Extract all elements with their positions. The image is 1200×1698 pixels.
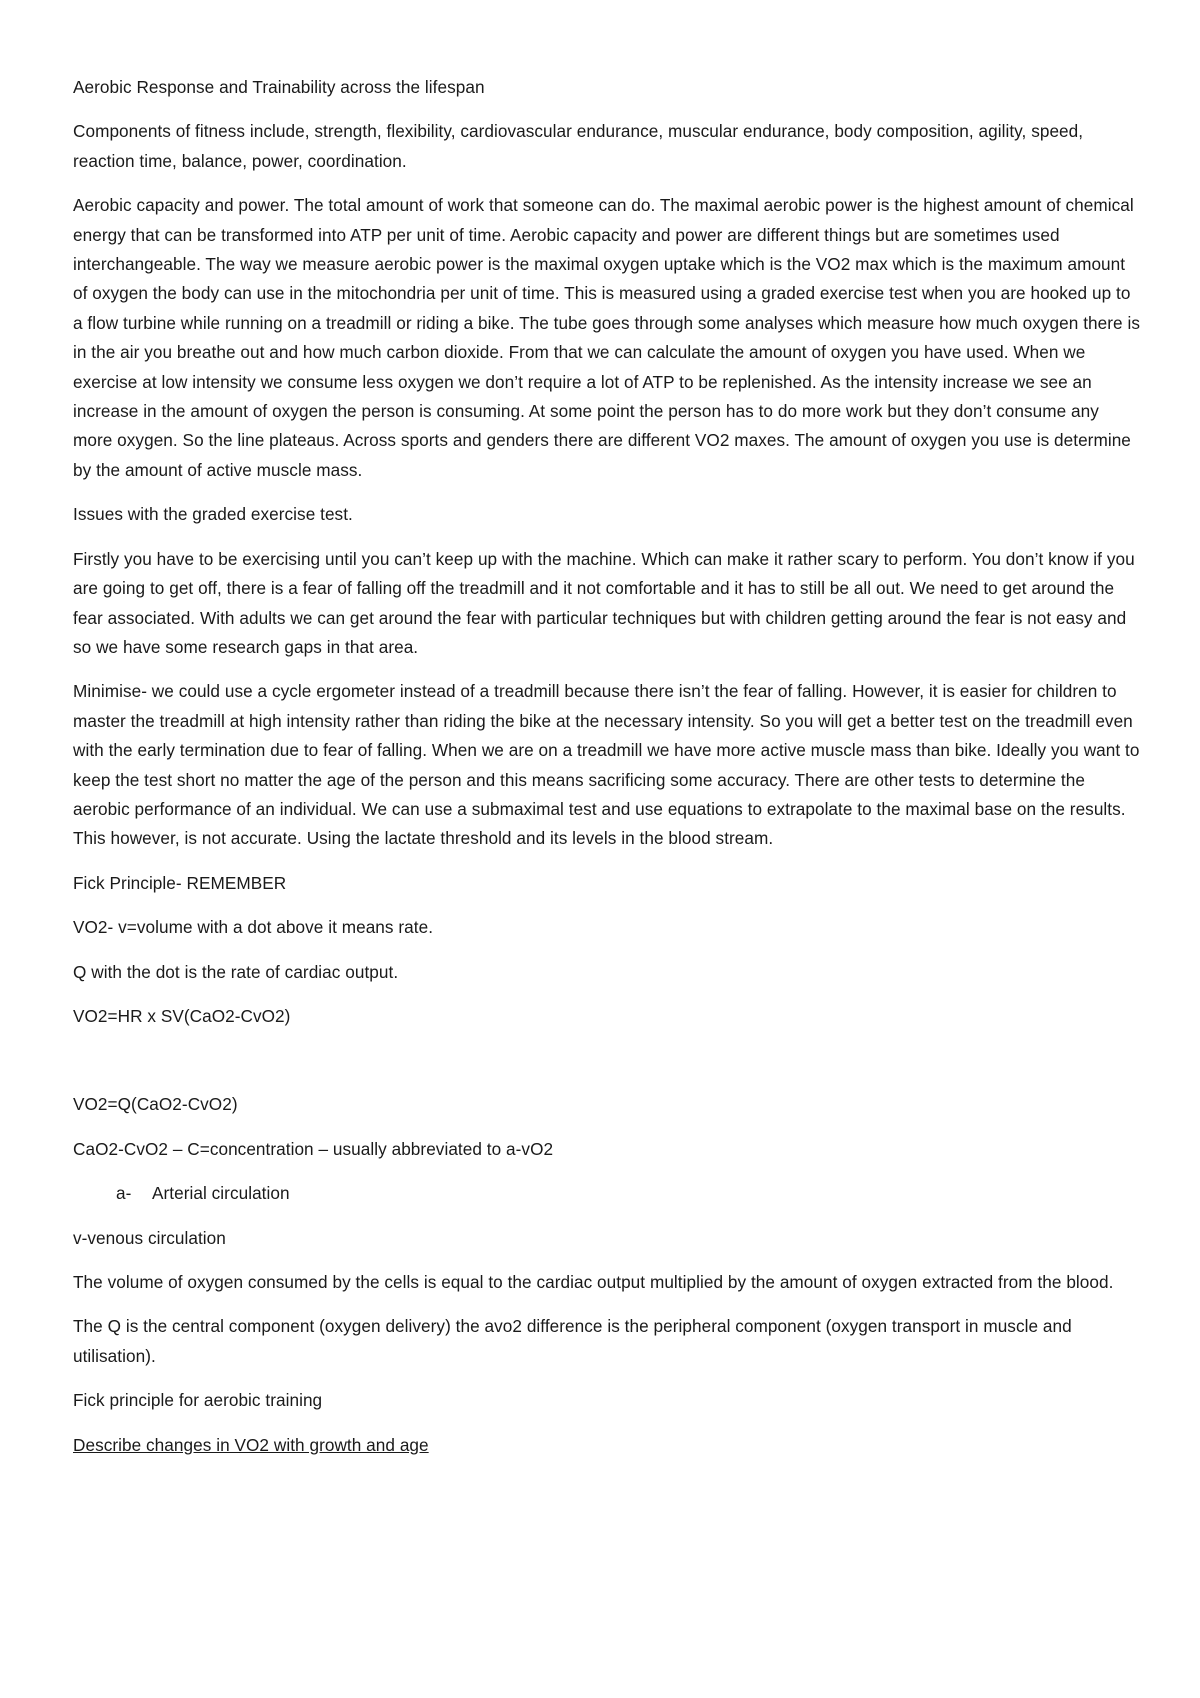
equation-vo2-hr-sv: VO2=HR x SV(CaO2-CvO2): [73, 1005, 291, 1026]
heading-fick-principle: Fick Principle- REMEMBER: [73, 872, 287, 893]
document-body: [73, 73, 1143, 1475]
paragraph-q-central: The Q is the central component (oxygen delivery) the avo2 difference is the peripheral component (oxygen transport in muscle and utilisation).: [73, 1316, 1072, 1366]
blank-line: [73, 1046, 1143, 1090]
paragraph-venous: v-venous circulation: [73, 1227, 226, 1248]
paragraph-q-definition: Q with the dot is the rate of cardiac output.: [73, 961, 399, 982]
document-title: Aerobic Response and Trainability across the lifespan: [73, 77, 485, 97]
list-marker: a-: [116, 1183, 132, 1204]
paragraph-vo2-definition: VO2- v=volume with a dot above it means rate.: [73, 917, 434, 938]
paragraph-aerobic-capacity: Aerobic capacity and power. The total amount of work that someone can do. The maximal aerobic power is the highest amount of chemical energy that can be transformed into ATP per unit of time. Aerobic capacity and power are different things but are sometimes used interchangeable. The way we measure aerobic power is the maximal oxygen uptake which is the VO2 max which is the maximum amount of oxygen the body can use in the mitochondria per unit of time. This is measured using a graded exercise test when you are hooked up to a flow turbine while running on a treadmill or riding a bike. The tube goes through some analyses which measure how much oxygen there is in the air you breathe out and how much carbon dioxide. From that we can calculate the amount of oxygen you have used. When we exercise at low intensity we consume less oxygen we don’t require a lot of ATP to be replenished. As the intensity increase we see an increase in the amount of oxygen the person is consuming. At some point the person has to do more work but they don’t consume any more oxygen. So the line plateaus. Across sports and genders there are different VO2 maxes. The amount of oxygen you use is determine by the amount of active muscle mass.: [73, 195, 1140, 480]
paragraph-volume-oxygen: The volume of oxygen consumed by the cells is equal to the cardiac output multiplied by the amount of oxygen extracted from the blood.: [73, 1272, 1114, 1292]
equation-vo2-q: VO2=Q(CaO2-CvO2): [73, 1094, 238, 1115]
paragraph-cao2-cvo2: CaO2-CvO2 – C=concentration – usually abbreviated to a-vO2: [73, 1138, 554, 1159]
heading-issues: Issues with the graded exercise test.: [73, 504, 353, 525]
list-item-label: Arterial circulation: [152, 1183, 290, 1204]
list-item-arterial: [73, 1179, 1143, 1208]
paragraph-components-of-fitness: Components of fitness include, strength, flexibility, cardiovascular endurance, muscular endurance, body composition, agility, speed, reaction time, balance, power, coordination.: [73, 121, 1084, 171]
paragraph-minimise: Minimise- we could use a cycle ergometer instead of a treadmill because there isn’t the fear of falling. However, it is easier for children to master the treadmill at high intensity rather than riding the bike at the necessary intensity. So you will get a better test on the treadmill even with the early termination due to fear of falling. When we are on a treadmill we have more active muscle mass than bike. Ideally you want to keep the test short no matter the age of the person and this means sacrificing some accuracy. There are other tests to determine the aerobic performance of an individual. We can use a submaximal test and use equations to extrapolate to the maximal base on the results. This however, is not accurate. Using the lactate threshold and its levels in the blood stream.: [73, 681, 1140, 849]
paragraph-fick-training: Fick principle for aerobic training: [73, 1390, 323, 1411]
heading-describe-changes: Describe changes in VO2 with growth and age: [73, 1434, 429, 1455]
paragraph-issues: Firstly you have to be exercising until you can’t keep up with the machine. Which can make it rather scary to perform. You don’t know if you are going to get off, there is a fear of falling off the treadmill and it not comfortable and it has to still be all out. We need to get around the fear associated. With adults we can get around the fear with particular techniques but with children getting around the fear is not easy and so we have some research gaps in that area.: [73, 548, 1135, 657]
